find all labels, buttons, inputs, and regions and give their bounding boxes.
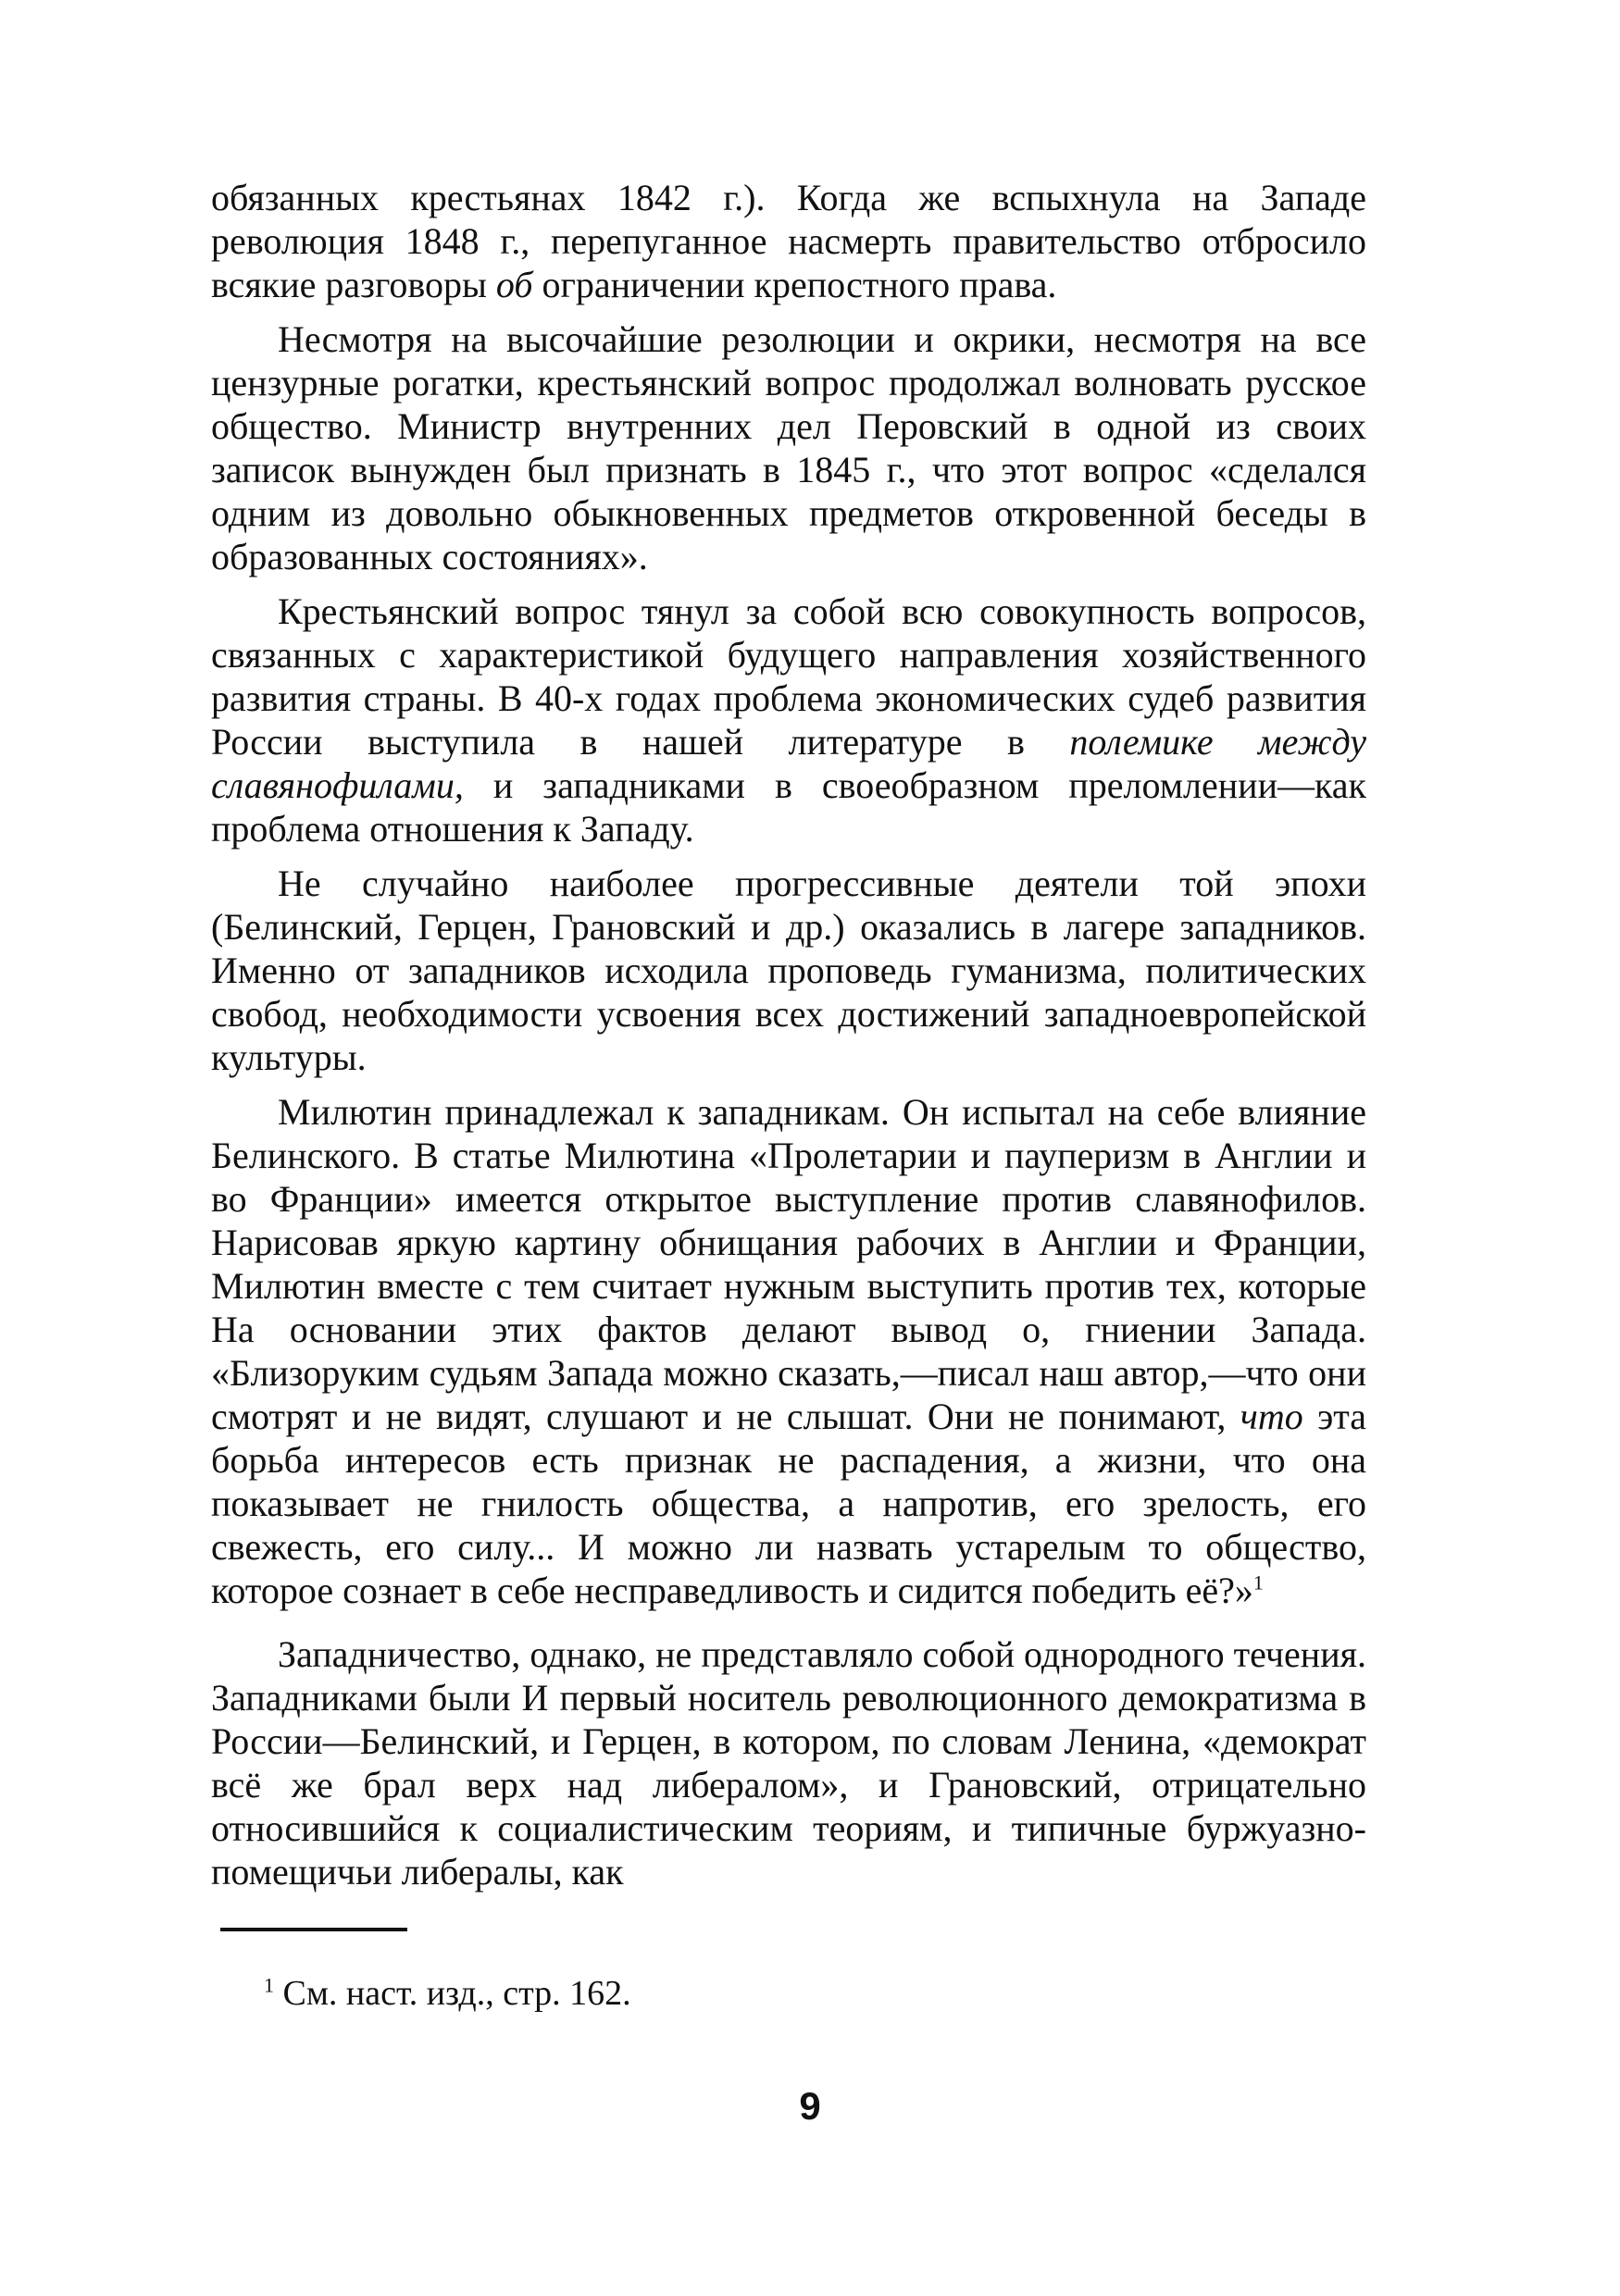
footnote-mark: 1 (264, 1973, 274, 1997)
paragraph-2: Несмотря на высочайшие резолюции и окрики, несмотря на все цензурные рогатки, крестьянский вопрос продолжал волновать русское общество. Министр внутренних дел Перовский в одной из своих записок вынужден был признать в 1845 г., что этот вопрос «сделался одним из довольно обыкновенных предметов откровенной беседы в образованных состояниях». (211, 318, 1366, 577)
paragraph-6: Западничество, однако, не представляло собой однородного течения. Западниками были И первый носитель революционного демократизма в России—Белинский, и Герцен, в котором, по словам Ленина, «демократ всё же брал верх над либералом», и Грановский, отрицательно относившийся к социалистическим теориям, и типичные буржуазно-помещичьи либералы, как (211, 1633, 1366, 1893)
text-run: эта борьба интересов есть признак не распадения, а жизни, что она показывает не гнилость общества, а напротив, его зрелость, его свежесть, его силу... И можно ли назвать устарелым то общество, которое сознает в себе несправедливость и сидится победить её?» (211, 1396, 1367, 1611)
main-text (211, 176, 1366, 1893)
footnote (264, 1973, 631, 2014)
paragraph-1 (211, 176, 1366, 306)
footnote-divider (220, 1928, 407, 1931)
footnote-reference: 1 (1252, 1570, 1264, 1595)
footnote-text: См. наст. изд., стр. 162. (282, 1974, 631, 2013)
page-number: 9 (799, 2084, 821, 2128)
emphasis: полемике между славянофилами, (211, 721, 1367, 806)
emphasis: об (495, 264, 533, 305)
text-run: Милютин принадлежал к западникам. Он испытал на себе влияние Белинского. В статье Милютина «Пролетарии и пауперизм в Англии и во Франции» имеется открытое выступление против славянофилов. Нарисовав яркую картину обнищания рабочих в Англии и Франции, Милютин вместе с тем считает нужным выступить против тех, которые На основании этих фактов делают вывод о, гниении Запада. «Близоруким судьям Запада можно сказать,—писал наш автор,—что они смотрят и не видят, слушают и не слышат. Они не понимают, (211, 1091, 1366, 1437)
emphasis: что (1240, 1396, 1303, 1437)
text-run: обязанных крестьянах 1842 г.). Когда же вспыхнула на Западе революция 1848 г., перепуганное насмерть правительство отбросило всякие разговоры (211, 177, 1366, 305)
paragraph-5 (211, 1090, 1366, 1612)
paragraph-4: Не случайно наиболее прогрессивные деятели той эпохи (Белинский, Герцен, Грановский и др.) оказались в лагере западников. Именно от западников исходила проповедь гуманизма, политических свобод, необходимости усвоения всех достижений западноевропейской культуры. (211, 863, 1366, 1078)
text-run: ограничении крепостного права. (542, 264, 1057, 305)
text-run: Крестьянский вопрос тянул за собой всю совокупность вопросов, связанных с характеристикой будущего направления хозяйственного развития страны. В 40-х годах проблема экономических судеб развития России выступила в нашей литературе в (211, 590, 1366, 763)
text-run: и западниками в своеобразном преломлении—как проблема отношения к Западу. (211, 764, 1366, 850)
paragraph-3 (211, 590, 1366, 850)
